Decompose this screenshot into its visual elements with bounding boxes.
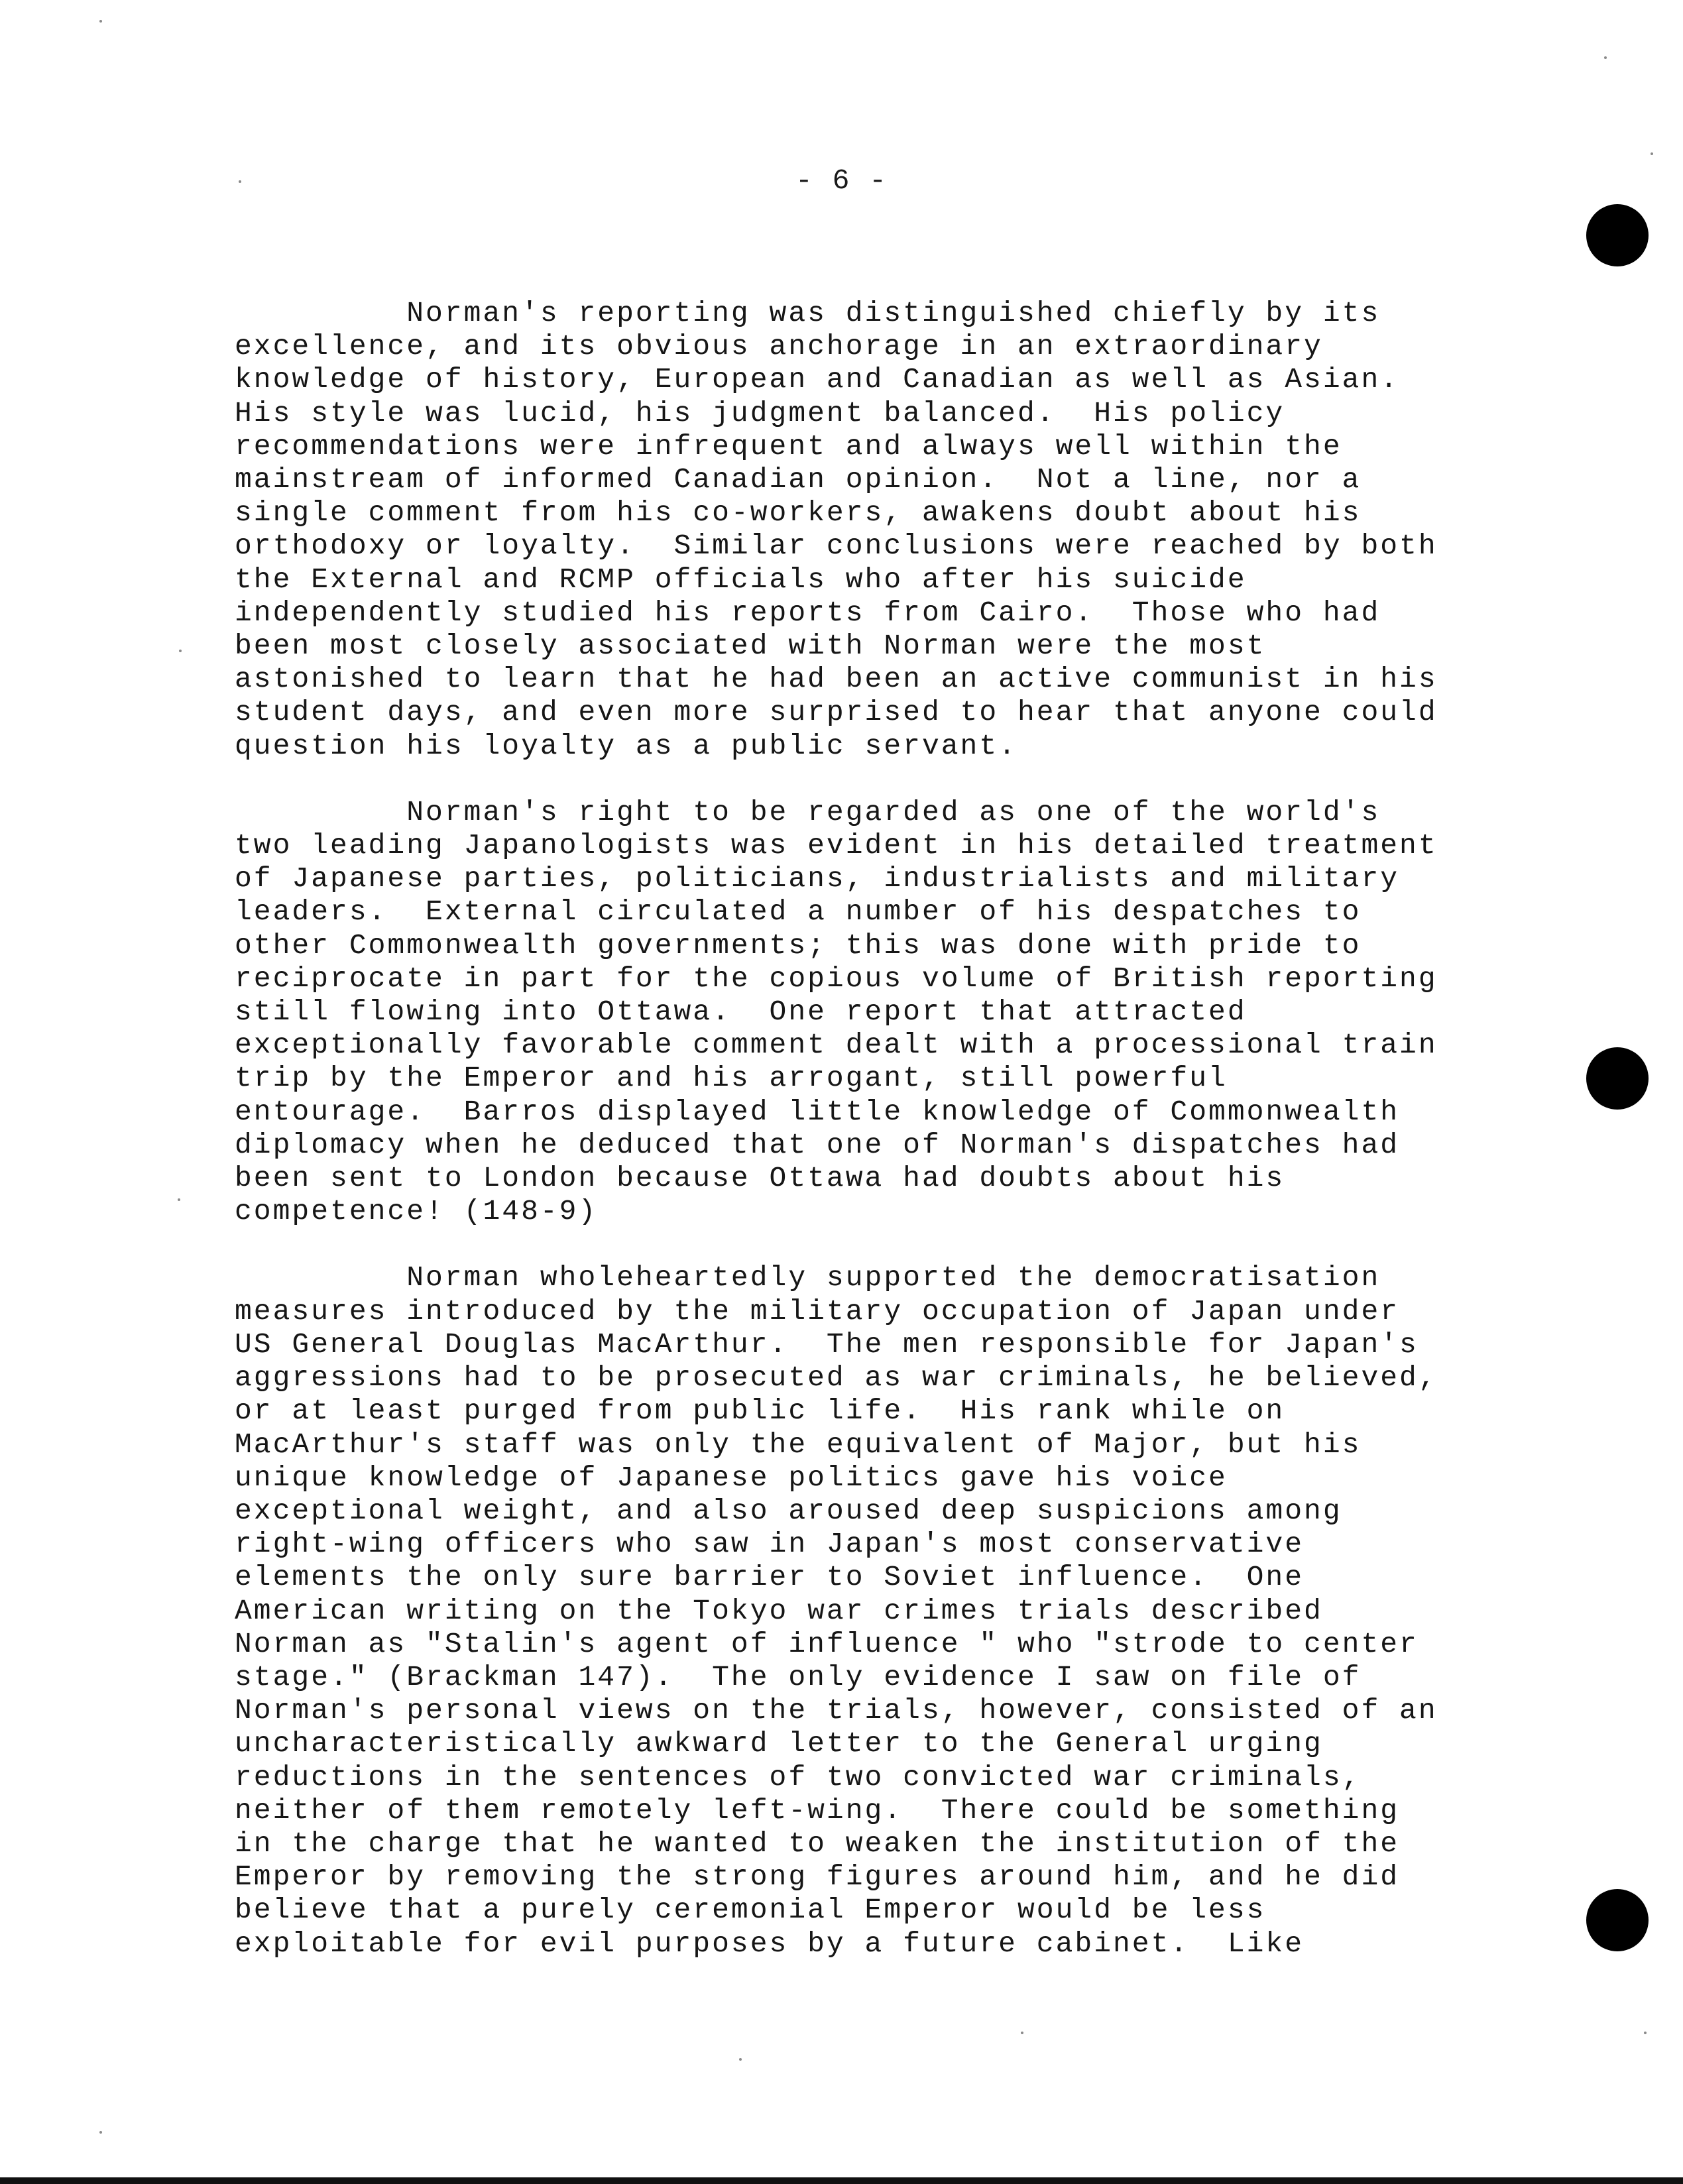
paragraph-2 xyxy=(235,796,1534,1229)
scan-speck xyxy=(99,2131,102,2134)
scan-speck xyxy=(1604,56,1607,59)
text-line: Norman's personal views on the trials, however, consisted of an xyxy=(235,1694,1438,1727)
scan-speck xyxy=(179,650,182,652)
body-text xyxy=(235,297,1534,1961)
paragraph-3 xyxy=(235,1261,1534,1960)
text-line: question his loyalty as a public servant. xyxy=(235,729,1017,762)
text-line: knowledge of history, European and Canadian as well as Asian. xyxy=(235,363,1400,396)
text-line: Norman as "Stalin's agent of influence " who "strode to center xyxy=(235,1627,1419,1660)
text-line: measures introduced by the military occupation of Japan under xyxy=(235,1294,1400,1328)
scan-bottom-edge xyxy=(0,2177,1683,2184)
text-line: the External and RCMP officials who after his suicide xyxy=(235,563,1247,596)
text-line: exploitable for evil purposes by a future cabinet. Like xyxy=(235,1927,1305,1960)
page-number: - 6 - xyxy=(795,164,888,197)
text-line: American writing on the Tokyo war crimes trials described xyxy=(235,1594,1323,1627)
text-line: stage." (Brackman 147). The only evidence I saw on file of xyxy=(235,1660,1362,1694)
text-line: neither of them remotely left-wing. There could be something xyxy=(235,1794,1400,1827)
text-line: uncharacteristically awkward letter to the General urging xyxy=(235,1727,1323,1760)
text-line: orthodoxy or loyalty. Similar conclusions were reached by both xyxy=(235,530,1438,563)
text-line: in the charge that he wanted to weaken the institution of the xyxy=(235,1827,1400,1860)
scan-speck xyxy=(99,20,102,23)
text-line: been most closely associated with Norman were the most xyxy=(235,630,1266,663)
punch-hole-middle xyxy=(1586,1047,1649,1110)
text-line: leaders. External circulated a number of his despatches to xyxy=(235,895,1362,929)
scan-speck xyxy=(1021,2032,1023,2034)
scan-speck xyxy=(239,180,241,183)
scan-speck xyxy=(739,2058,742,2061)
text-line: Norman wholeheartedly supported the democratisation xyxy=(235,1261,1381,1294)
text-line: or at least purged from public life. His rank while on xyxy=(235,1395,1285,1428)
text-line: aggressions had to be prosecuted as war criminals, he believed, xyxy=(235,1361,1438,1395)
text-line: of Japanese parties, politicians, industrialists and military xyxy=(235,862,1400,895)
text-line: still flowing into Ottawa. One report that attracted xyxy=(235,996,1247,1029)
scan-speck xyxy=(178,1198,180,1201)
text-line: independently studied his reports from Cairo. Those who had xyxy=(235,596,1381,629)
punch-hole-top xyxy=(1586,204,1649,266)
text-line: right-wing officers who saw in Japan's most conservative xyxy=(235,1528,1305,1561)
text-line: single comment from his co-workers, awakens doubt about his xyxy=(235,496,1362,530)
text-line: Emperor by removing the strong figures around him, and he did xyxy=(235,1861,1400,1894)
text-line: astonished to learn that he had been an active communist in his xyxy=(235,663,1438,696)
text-line: other Commonwealth governments; this was done with pride to xyxy=(235,929,1362,962)
text-line: believe that a purely ceremonial Emperor would be less xyxy=(235,1894,1266,1927)
text-line: diplomacy when he deduced that one of Norman's dispatches had xyxy=(235,1128,1400,1161)
text-line: entourage. Barros displayed little knowledge of Commonwealth xyxy=(235,1095,1400,1128)
text-line: recommendations were infrequent and always well within the xyxy=(235,430,1342,463)
paragraph-1 xyxy=(235,297,1534,763)
text-line: exceptional weight, and also aroused deep suspicions among xyxy=(235,1494,1342,1527)
text-line: competence! (148-9) xyxy=(235,1195,598,1228)
text-line: student days, and even more surprised to hear that anyone could xyxy=(235,696,1438,729)
text-line: elements the only sure barrier to Soviet influence. One xyxy=(235,1561,1305,1594)
text-line: Norman's right to be regarded as one of the world's xyxy=(235,795,1381,829)
text-line: unique knowledge of Japanese politics gave his voice xyxy=(235,1461,1228,1494)
text-line: trip by the Emperor and his arrogant, still powerful xyxy=(235,1062,1228,1095)
text-line: Norman's reporting was distinguished chiefly by its xyxy=(235,297,1381,329)
text-line: two leading Japanologists was evident in his detailed treatment xyxy=(235,829,1438,862)
text-line: reciprocate in part for the copious volume of British reporting xyxy=(235,962,1438,995)
scan-speck xyxy=(1651,152,1653,155)
scan-speck xyxy=(1644,2032,1647,2034)
text-line: exceptionally favorable comment dealt with a processional train xyxy=(235,1029,1438,1062)
text-line: excellence, and its obvious anchorage in an extraordinary xyxy=(235,330,1323,363)
text-line: reductions in the sentences of two convicted war criminals, xyxy=(235,1760,1362,1794)
text-line: US General Douglas MacArthur. The men responsible for Japan's xyxy=(235,1328,1419,1361)
text-line: mainstream of informed Canadian opinion. Not a line, nor a xyxy=(235,463,1362,496)
text-line: MacArthur's staff was only the equivalent of Major, but his xyxy=(235,1428,1362,1461)
text-line: been sent to London because Ottawa had doubts about his xyxy=(235,1162,1285,1195)
punch-hole-bottom xyxy=(1586,1889,1649,1951)
text-line: His style was lucid, his judgment balanced. His policy xyxy=(235,396,1285,430)
